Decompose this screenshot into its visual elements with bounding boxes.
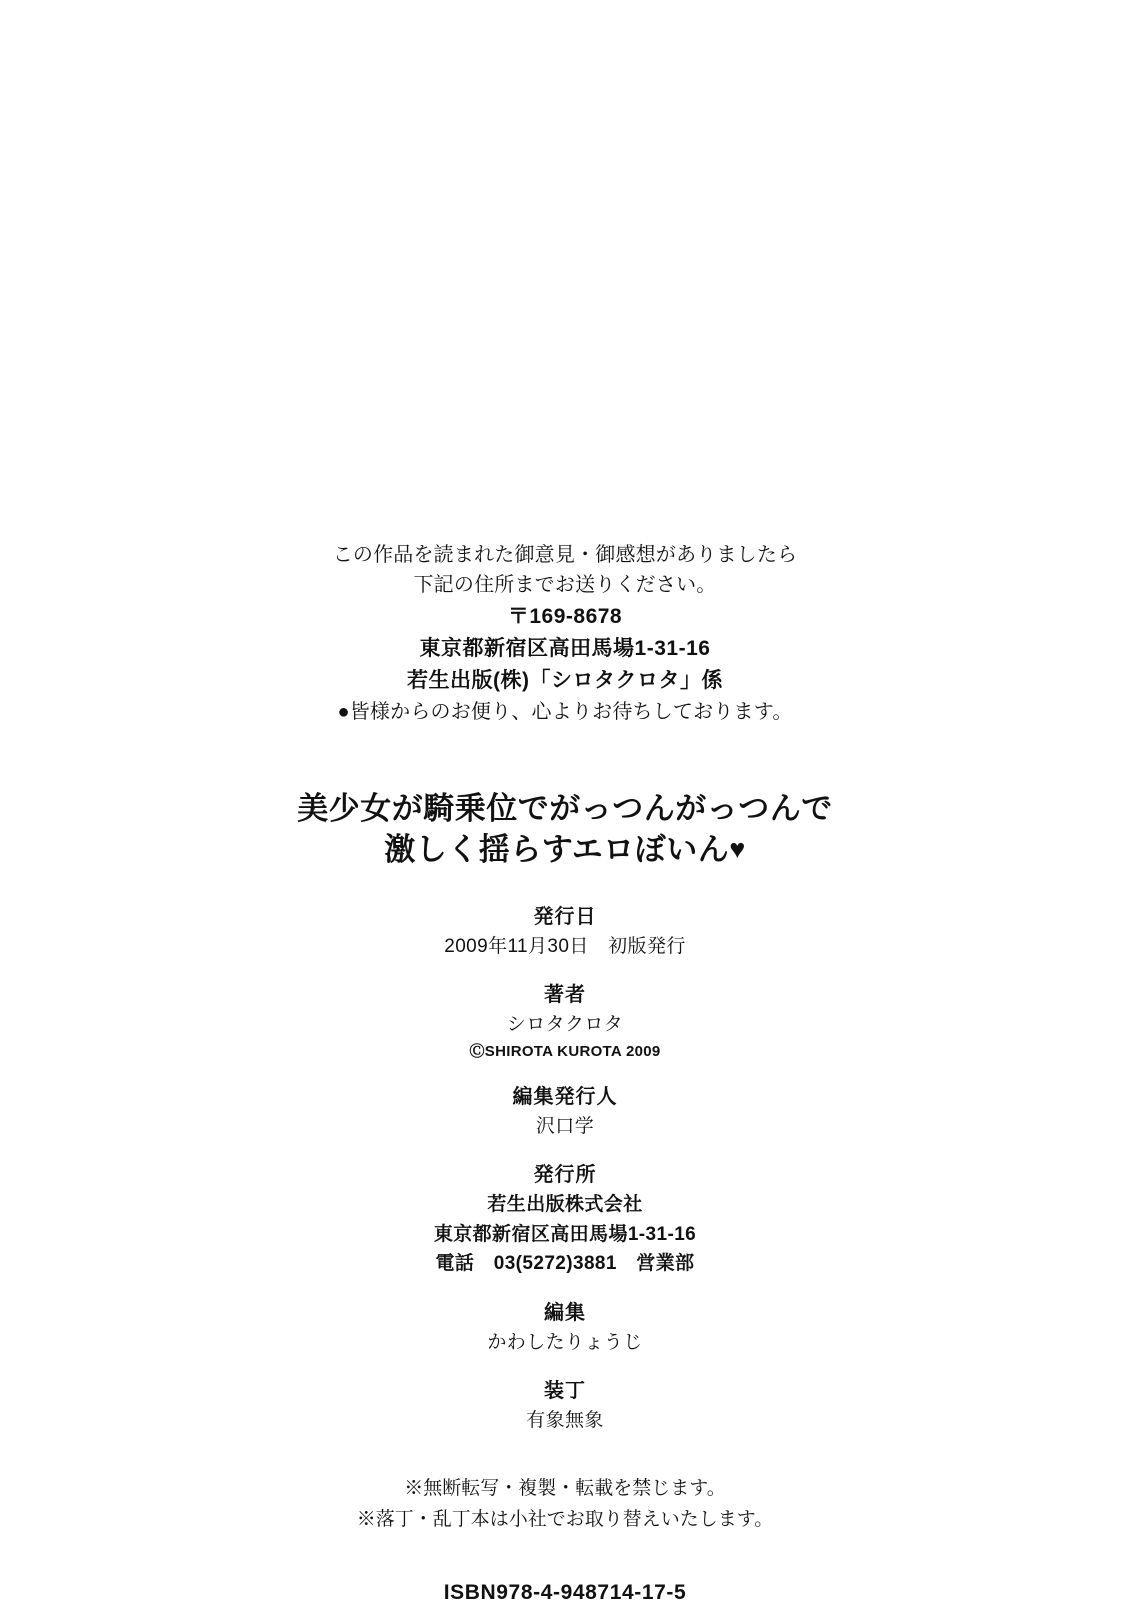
book-title-line-1: 美少女が騎乗位でがっつんがっつんで: [297, 790, 833, 826]
colophon-group-editing: [0, 1298, 1130, 1357]
address-line: 東京都新宿区高田馬場1-31-16: [419, 636, 711, 660]
copyright-line: ⒸSHIROTA KUROTA 2009: [469, 1042, 661, 1060]
book-title-line-2-wrap: [297, 830, 833, 871]
colophon-value-author: シロタクロタ: [506, 1014, 624, 1036]
feedback-block: [333, 540, 798, 727]
colophon-head-publishing-house: 発行所: [533, 1164, 597, 1187]
colophon-details: [0, 902, 1130, 1455]
book-title: [297, 789, 833, 871]
feedback-closing-line: ●皆様からのお便り、心よりお待ちしております。: [337, 700, 793, 723]
publishing-house-phone: 電話 03(5272)3881 営業部: [435, 1253, 695, 1275]
heart-icon: ♥: [729, 833, 746, 864]
colophon-group-publication-date: [0, 902, 1130, 961]
colophon-group-author: [0, 980, 1130, 1063]
colophon-value-editing: かわしたりょうじ: [487, 1331, 643, 1353]
colophon-group-editor-publisher: [0, 1082, 1130, 1141]
colophon-head-author: 著者: [544, 984, 586, 1007]
feedback-line-1: この作品を読まれた御意見・御感想がありましたら: [332, 544, 798, 566]
publishing-house-address: 東京都新宿区高田馬場1-31-16: [433, 1223, 697, 1245]
colophon-head-binding-design: 装丁: [544, 1380, 586, 1403]
legal-notices: [357, 1474, 773, 1535]
publishing-house-name: 若生出版株式会社: [487, 1194, 643, 1216]
colophon-value-editor-publisher: 沢口学: [535, 1115, 595, 1137]
colophon-value-binding-design: 有象無象: [526, 1410, 604, 1432]
postal-code: 〒169-8678: [507, 604, 623, 628]
colophon-value-publication-date: 2009年11月30日 初版発行: [444, 935, 686, 957]
feedback-line-2: 下記の住所までお送りください。: [413, 574, 717, 597]
colophon-head-editing: 編集: [544, 1301, 586, 1324]
book-title-line-2: 激しく揺らすエロぼいん: [384, 831, 730, 867]
isbn-number: ISBN978-4-948714-17-5: [443, 1581, 687, 1605]
colophon-head-publication-date: 発行日: [533, 905, 597, 928]
colophon-group-binding-design: [0, 1376, 1130, 1435]
colophon-group-publishing-house: [0, 1160, 1130, 1278]
notice-reproduction: ※無断転写・複製・転載を禁じます。: [404, 1478, 726, 1500]
notice-defective-copies: ※落丁・乱丁本は小社でお取り替えいたします。: [356, 1508, 774, 1530]
colophon-head-editor-publisher: 編集発行人: [512, 1085, 618, 1108]
publisher-attn-line: 若生出版(株)「シロタクロタ」係: [406, 668, 723, 692]
